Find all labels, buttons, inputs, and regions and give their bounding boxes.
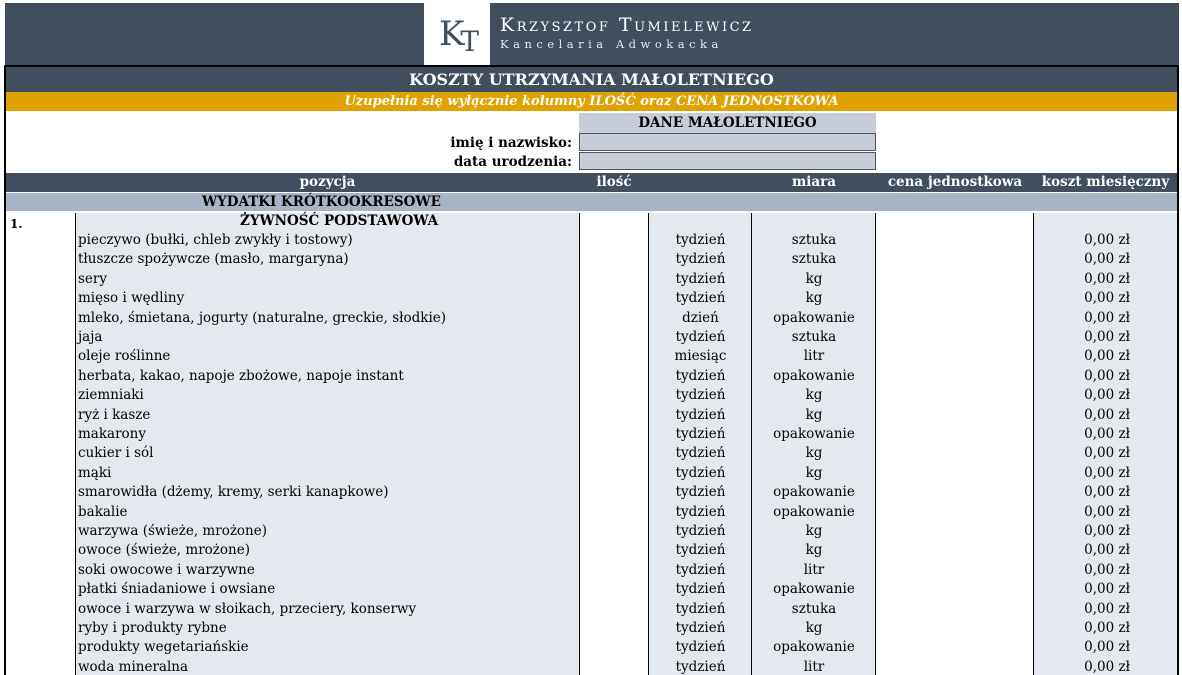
table-row — [6, 503, 1177, 522]
item-unit: sztuka — [791, 600, 837, 617]
item-name: cukier i sól — [78, 445, 154, 462]
birthdate-label: data urodzenia: — [453, 154, 572, 170]
birthdate-field[interactable] — [579, 152, 876, 170]
item-period: tydzień — [675, 290, 726, 307]
item-cost: 0,00 zł — [1084, 445, 1130, 462]
item-cost: 0,00 zł — [1084, 503, 1130, 520]
item-name: mleko, śmietana, jogurty (naturalne, greckie, słodkie) — [78, 309, 447, 326]
item-name: produkty wegetariańskie — [78, 639, 249, 656]
item-period: tydzień — [675, 426, 726, 442]
logo-letter-k: K — [438, 14, 461, 54]
table-row — [6, 270, 1177, 289]
name-field[interactable] — [579, 133, 876, 151]
table-row — [6, 231, 1177, 250]
item-cost: 0,00 zł — [1084, 426, 1130, 442]
table-row — [6, 386, 1177, 405]
item-name: ryż i kasze — [78, 406, 151, 423]
item-name: jaja — [78, 329, 103, 345]
table-row — [6, 580, 1177, 599]
table-row — [6, 541, 1177, 560]
column-header-row — [6, 173, 1177, 192]
table-row — [6, 464, 1177, 483]
category-title: ŻYWNOŚĆ PODSTAWOWA — [240, 213, 439, 229]
table-row — [6, 444, 1177, 463]
item-unit: kg — [805, 387, 823, 404]
item-period: tydzień — [675, 406, 726, 423]
item-name: smarowidła (dżemy, kremy, serki kanapkowe) — [78, 484, 389, 501]
item-cost: 0,00 zł — [1084, 367, 1130, 384]
col-ilosc: ilość — [596, 174, 632, 190]
item-cost: 0,00 zł — [1084, 270, 1130, 287]
item-cost: 0,00 zł — [1084, 600, 1130, 617]
item-unit: sztuka — [791, 251, 837, 268]
item-period: tydzień — [675, 542, 726, 559]
item-unit: kg — [805, 406, 823, 423]
table-row — [6, 328, 1177, 347]
logo-letter-t: T — [460, 25, 476, 58]
item-unit: opakowanie — [773, 503, 855, 520]
category-number: 1. — [10, 217, 23, 231]
item-period: tydzień — [675, 329, 726, 345]
table-body — [6, 213, 1177, 675]
item-cost: 0,00 zł — [1084, 348, 1130, 365]
item-cost: 0,00 zł — [1084, 561, 1130, 578]
item-name: płatki śniadaniowe i owsiane — [78, 581, 276, 598]
item-period: tydzień — [675, 464, 726, 481]
col-miara: miara — [791, 174, 837, 190]
item-period: tydzień — [675, 581, 726, 598]
item-cost: 0,00 zł — [1084, 620, 1130, 636]
item-period: miesiąc — [674, 348, 727, 365]
item-unit: sztuka — [791, 329, 837, 345]
item-cost: 0,00 zł — [1084, 523, 1130, 539]
item-name: tłuszcze spożywcze (masło, margaryna) — [78, 251, 349, 268]
table-row — [6, 250, 1177, 269]
item-period: tydzień — [675, 620, 726, 636]
item-name: owoce i warzywa w słoikach, przeciery, konserwy — [78, 600, 417, 617]
item-cost: 0,00 zł — [1084, 329, 1130, 345]
cost-sheet — [4, 65, 1179, 675]
table-row — [6, 367, 1177, 386]
item-cost: 0,00 zł — [1084, 484, 1130, 501]
item-period: tydzień — [675, 503, 726, 520]
col-pozycja: pozycja — [299, 174, 356, 190]
fill-notice: Uzupełnia się wyłącznie kolumny ILOŚĆ oraz CENA JEDNOSTKOWA — [6, 92, 1177, 111]
item-period: tydzień — [675, 639, 726, 656]
name-label: imię i nazwisko: — [450, 135, 572, 151]
item-unit: kg — [805, 445, 823, 462]
item-name: mięso i wędliny — [78, 290, 185, 307]
sheet-title: KOSZTY UTRZYMANIA MAŁOLETNIEGO — [6, 67, 1177, 92]
item-unit: opakowanie — [773, 426, 855, 442]
item-unit: sztuka — [791, 232, 837, 248]
item-unit: opakowanie — [773, 639, 855, 656]
item-cost: 0,00 zł — [1084, 581, 1130, 598]
item-cost: 0,00 zł — [1084, 406, 1130, 423]
item-period: tydzień — [675, 600, 726, 617]
item-name: owoce (świeże, mrożone) — [78, 542, 250, 559]
item-cost: 0,00 zł — [1084, 464, 1130, 481]
item-unit: opakowanie — [773, 309, 855, 326]
item-unit: opakowanie — [773, 367, 855, 384]
item-period: tydzień — [675, 484, 726, 501]
table-row — [6, 289, 1177, 308]
table-row — [6, 522, 1177, 541]
table-row — [6, 600, 1177, 619]
table-row — [6, 483, 1177, 502]
item-name: ziemniaki — [78, 387, 144, 404]
section-title: WYDATKI KRÓTKOOKRESOWE — [202, 194, 441, 210]
table-row — [6, 425, 1177, 444]
item-period: dzień — [682, 309, 719, 326]
table-row — [6, 309, 1177, 328]
col-cena: cena jednostkowa — [887, 174, 1023, 190]
item-name: makarony — [78, 426, 146, 442]
item-unit: kg — [805, 542, 823, 559]
item-cost: 0,00 zł — [1084, 639, 1130, 656]
item-cost: 0,00 zł — [1084, 232, 1130, 248]
brand-name: Krzysztof Tumielewicz — [500, 14, 754, 36]
item-cost: 0,00 zł — [1084, 387, 1130, 404]
item-period: tydzień — [675, 561, 726, 578]
item-cost: 0,00 zł — [1084, 658, 1130, 675]
item-name: woda mineralna — [78, 658, 189, 675]
item-cost: 0,00 zł — [1084, 290, 1130, 307]
table-row — [6, 658, 1177, 675]
item-name: soki owocowe i warzywne — [78, 561, 255, 578]
item-period: tydzień — [675, 445, 726, 462]
item-name: mąki — [78, 464, 112, 481]
item-unit: litr — [803, 348, 825, 365]
item-cost: 0,00 zł — [1084, 542, 1130, 559]
item-period: tydzień — [675, 523, 726, 539]
kt-logo — [424, 3, 490, 65]
minor-data-heading: DANE MAŁOLETNIEGO — [579, 113, 876, 133]
item-name: herbata, kakao, napoje zbożowe, napoje instant — [78, 367, 404, 384]
item-unit: kg — [805, 464, 823, 481]
col-koszt: koszt miesięczny — [1041, 174, 1170, 190]
item-name: pieczywo (bułki, chleb zwykły i tostowy) — [78, 232, 353, 248]
item-name: bakalie — [78, 503, 128, 520]
item-unit: kg — [805, 270, 823, 287]
item-cost: 0,00 zł — [1084, 251, 1130, 268]
item-unit: opakowanie — [773, 484, 855, 501]
item-period: tydzień — [675, 251, 726, 268]
item-period: tydzień — [675, 232, 726, 248]
item-cost: 0,00 zł — [1084, 309, 1130, 326]
item-period: tydzień — [675, 270, 726, 287]
brand-subtitle: Kancelaria Adwokacka — [500, 37, 723, 51]
item-unit: litr — [803, 561, 825, 578]
item-name: sery — [78, 270, 107, 287]
table-row — [6, 406, 1177, 425]
item-unit: litr — [803, 658, 825, 675]
item-period: tydzień — [675, 387, 726, 404]
section-header — [6, 193, 1177, 211]
item-period: tydzień — [675, 367, 726, 384]
item-unit: kg — [805, 290, 823, 307]
item-period: tydzień — [675, 658, 726, 675]
table-row — [6, 347, 1177, 366]
item-name: ryby i produkty rybne — [78, 620, 227, 636]
item-unit: opakowanie — [773, 581, 855, 598]
item-unit: kg — [805, 620, 823, 636]
item-unit: kg — [805, 523, 823, 539]
item-name: oleje roślinne — [78, 348, 171, 365]
table-row — [6, 619, 1177, 638]
table-row — [6, 638, 1177, 657]
table-row — [6, 561, 1177, 580]
logo-monogram — [438, 14, 476, 58]
item-name: warzywa (świeże, mrożone) — [78, 523, 268, 539]
